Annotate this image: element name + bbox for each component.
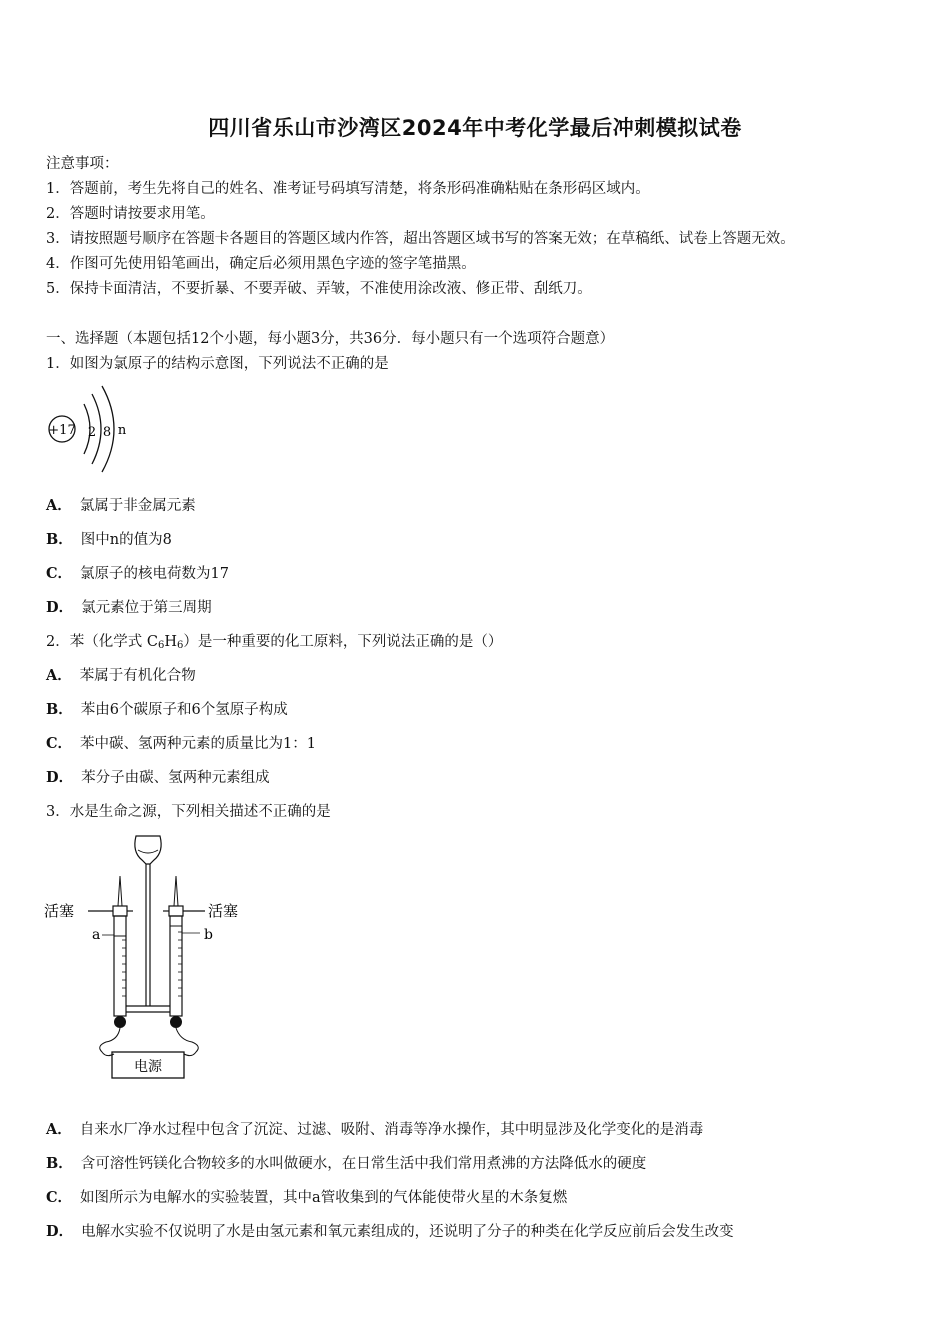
question-1-option-b[interactable]: B． 图中n的值为8	[46, 531, 172, 548]
left-tube-tip	[118, 876, 122, 906]
notice-item: 5．保持卡面清洁，不要折暴、不要弄破、弄皱，不准使用涂改液、修正带、刮纸刀。	[46, 281, 592, 297]
shell-3-electrons: n	[117, 423, 127, 438]
section-heading: 一、选择题（本题包括12个小题，每小题3分，共36分．每小题只有一个选项符合题意）	[46, 331, 615, 347]
reservoir-water	[138, 850, 158, 853]
question-1-stem: 1．如图为氯原子的结构示意图，下列说法不正确的是	[46, 356, 389, 372]
right-tube-tip	[174, 876, 178, 906]
right-electrode	[170, 1016, 182, 1028]
power-supply-label: 电源	[134, 1059, 162, 1075]
right-stopcock-label: 活塞	[208, 902, 239, 920]
tube-a-label: a	[92, 927, 101, 943]
shell-1-electrons: 2	[87, 425, 97, 440]
question-3-option-d[interactable]: D． 电解水实验不仅说明了水是由氢元素和氧元素组成的，还说明了分子的种类在化学反应前后会发生改变	[46, 1223, 734, 1240]
question-2-stem: 2．苯（化学式 $C_6H_6$）是一种重要的化工原料，下列说法正确的是（）	[46, 634, 503, 651]
notice-item: 2．答题时请按要求用笔。	[46, 206, 215, 222]
notice-item: 3．请按照题号顺序在答题卡各题目的答题区域内作答，超出答题区域书写的答案无效；在草稿纸、试卷上答题无效。	[46, 231, 795, 247]
question-3-option-b[interactable]: B． 含可溶性钙镁化合物较多的水叫做硬水，在日常生活中我们常用煮沸的方法降低水的硬度	[46, 1155, 647, 1172]
left-electrode	[114, 1016, 126, 1028]
right-tube-graduations	[178, 932, 182, 996]
notice-item: 4．作图可先使用铅笔画出，确定后必须用黑色字迹的签字笔描黑。	[46, 256, 476, 272]
left-stopcock	[113, 906, 127, 916]
left-stopcock-label: 活塞	[44, 902, 75, 920]
electrolysis-apparatus-diagram	[40, 828, 260, 1083]
chlorine-atom-diagram	[44, 382, 144, 477]
shell-2-electrons: 8	[102, 425, 112, 440]
notice-item: 1．答题前，考生先将自己的姓名、准考证号码填写清楚，将条形码准确粘贴在条形码区域内。	[46, 181, 650, 197]
question-2-option-c[interactable]: C． 苯中碳、氢两种元素的质量比为1：1	[46, 735, 316, 752]
right-tube	[170, 916, 182, 1016]
nucleus-charge: +17	[48, 423, 76, 438]
right-stopcock	[169, 906, 183, 916]
page-title: 四川省乐山市沙湾区2024年中考化学最后冲刺模拟试卷	[208, 116, 742, 140]
question-3-stem: 3．水是生命之源，下列相关描述不正确的是	[46, 804, 331, 820]
question-3-option-c[interactable]: C． 如图所示为电解水的实验装置，其中a管收集到的气体能使带火星的木条复燃	[46, 1189, 568, 1206]
question-2-option-d[interactable]: D． 苯分子由碳、氢两种元素组成	[46, 769, 270, 786]
question-1-option-d[interactable]: D． 氯元素位于第三周期	[46, 599, 212, 616]
question-1-option-c[interactable]: C． 氯原子的核电荷数为17	[46, 565, 229, 582]
question-1-option-a[interactable]: A． 氯属于非金属元素	[46, 497, 196, 514]
left-tube	[114, 916, 126, 1016]
question-2-option-a[interactable]: A． 苯属于有机化合物	[46, 667, 196, 684]
question-2-option-b[interactable]: B． 苯由6个碳原子和6个氢原子构成	[46, 701, 288, 718]
question-3-option-a[interactable]: A． 自来水厂净水过程中包含了沉淀、过滤、吸附、消毒等净水操作，其中明显涉及化学变化的是消毒	[46, 1121, 704, 1138]
tube-b-label: b	[204, 927, 213, 943]
notice-heading: 注意事项：	[46, 156, 119, 172]
